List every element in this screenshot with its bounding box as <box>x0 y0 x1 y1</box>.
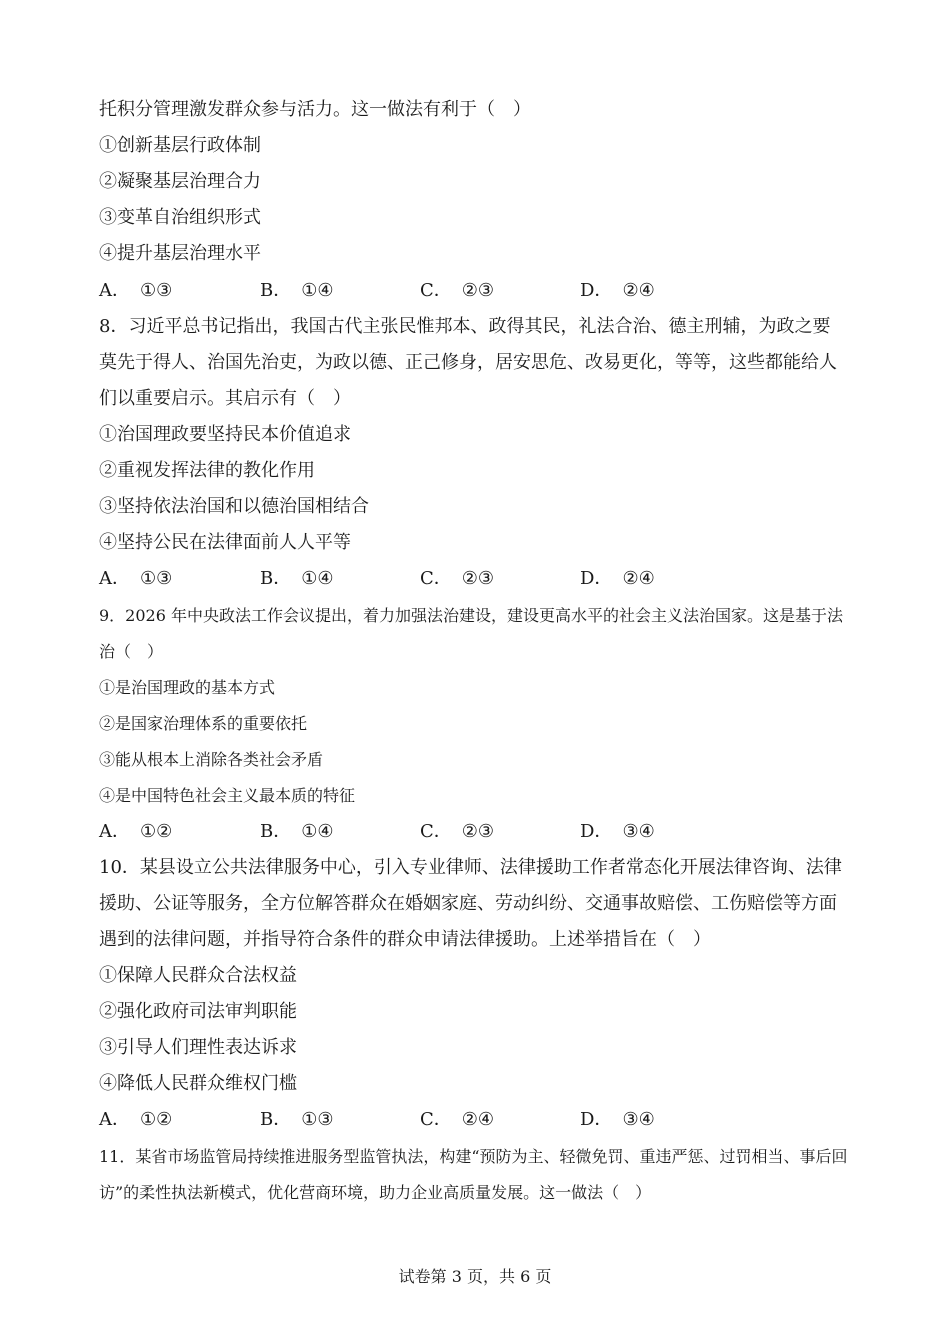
q7-stem-tail: 托积分管理激发群众参与活力。这一做法有利于（ ） <box>99 99 531 120</box>
q10-options <box>99 1108 799 1132</box>
q8-options <box>99 567 799 591</box>
q7-option-d[interactable]: D． ②④ <box>580 280 655 301</box>
q10-option-d[interactable]: D． ③④ <box>580 1109 655 1130</box>
q10-item-1: ①保障人民群众合法权益 <box>99 965 297 986</box>
q9-item-3: ③能从根本上消除各类社会矛盾 <box>99 750 324 769</box>
q7-item-4: ④提升基层治理水平 <box>99 243 261 264</box>
q10-option-b[interactable]: B． ①③ <box>260 1109 334 1130</box>
q9-option-a[interactable]: A． ①② <box>99 821 173 842</box>
q7-option-c[interactable]: C． ②③ <box>420 280 495 301</box>
q9-option-c[interactable]: C． ②③ <box>420 821 495 842</box>
q7-item-2: ②凝聚基层治理合力 <box>99 171 261 192</box>
q7-options <box>99 279 799 303</box>
q7-item-3: ③变革自治组织形式 <box>99 207 261 228</box>
q9-item-1: ①是治国理政的基本方式 <box>99 678 276 697</box>
q10-stem-line-1: 10．某县设立公共法律服务中心，引入专业律师、法律援助工作者常态化开展法律咨询、法律 <box>99 857 842 878</box>
q9-item-2: ②是国家治理体系的重要依托 <box>99 714 308 733</box>
q8-stem-line-1: 8．习近平总书记指出，我国古代主张民惟邦本、政得其民，礼法合治、德主刑辅，为政之要 <box>99 316 831 337</box>
q9-option-b[interactable]: B． ①④ <box>260 821 334 842</box>
q10-option-c[interactable]: C． ②④ <box>420 1109 495 1130</box>
q9-item-4: ④是中国特色社会主义最本质的特征 <box>99 786 356 805</box>
q7-option-b[interactable]: B． ①④ <box>260 280 334 301</box>
q8-item-1: ①治国理政要坚持民本价值追求 <box>99 424 351 445</box>
q10-stem-line-3: 遇到的法律问题，并指导符合条件的群众申请法律援助。上述举措旨在（ ） <box>99 929 711 950</box>
q7-item-1: ①创新基层行政体制 <box>99 135 261 156</box>
q9-stem-line-2: 治（ ） <box>99 642 164 661</box>
q9-stem-line-1: 9．2026 年中央政法工作会议提出，着力加强法治建设，建设更高水平的社会主义法治国家。这是基于法 <box>99 606 843 625</box>
q11-stem-line-2: 访”的柔性执法新模式，优化营商环境，助力企业高质量发展。这一做法（ ） <box>99 1183 652 1202</box>
q8-stem-line-3: 们以重要启示。其启示有（ ） <box>99 388 351 409</box>
q10-option-a[interactable]: A． ①② <box>99 1109 173 1130</box>
q10-item-4: ④降低人民群众维权门槛 <box>99 1073 297 1094</box>
q9-option-d[interactable]: D． ③④ <box>580 821 655 842</box>
q7-option-a[interactable]: A． ①③ <box>99 280 173 301</box>
q8-item-3: ③坚持依法治国和以德治国相结合 <box>99 496 369 517</box>
q10-item-3: ③引导人们理性表达诉求 <box>99 1037 297 1058</box>
q8-option-d[interactable]: D． ②④ <box>580 568 655 589</box>
q11-stem-line-1: 11．某省市场监管局持续推进服务型监管执法，构建“预防为主、轻微免罚、重违严惩、过罚相当、事后回 <box>99 1147 848 1166</box>
q8-option-c[interactable]: C． ②③ <box>420 568 495 589</box>
q9-options <box>99 820 799 844</box>
q8-option-a[interactable]: A． ①③ <box>99 568 173 589</box>
q8-item-4: ④坚持公民在法律面前人人平等 <box>99 532 351 553</box>
q8-item-2: ②重视发挥法律的教化作用 <box>99 460 315 481</box>
page-footer: 试卷第 3 页，共 6 页 <box>398 1267 552 1286</box>
q10-item-2: ②强化政府司法审判职能 <box>99 1001 297 1022</box>
q10-stem-line-2: 援助、公证等服务，全方位解答群众在婚姻家庭、劳动纠纷、交通事故赔偿、工伤赔偿等方面 <box>99 893 837 914</box>
q8-stem-line-2: 莫先于得人、治国先治吏，为政以德、正己修身，居安思危、改易更化，等等，这些都能给人 <box>99 352 837 373</box>
q8-option-b[interactable]: B． ①④ <box>260 568 334 589</box>
